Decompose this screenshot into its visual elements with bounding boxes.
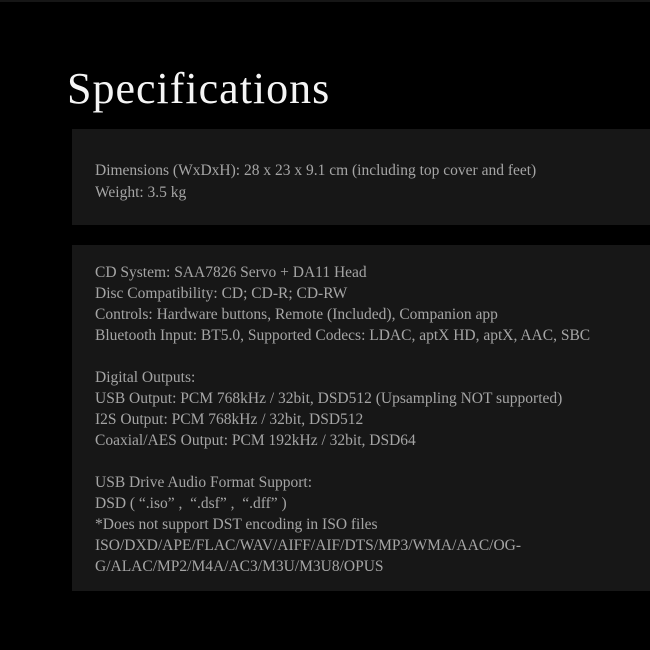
spec-line-blank — [95, 346, 638, 367]
spec-line-controls: Controls: Hardware buttons, Remote (Included), Companion app — [95, 306, 498, 323]
spec-line-formats-1: ISO/DXD/APE/FLAC/WAV/AIFF/AIF/DTS/MP3/WMA/AAC/OG- — [95, 537, 522, 554]
spec-line-formats-2: G/ALAC/MP2/M4A/AC3/M3U/M3U8/OPUS — [95, 558, 384, 575]
spec-line-blank — [95, 451, 638, 472]
spec-line-dimensions: Dimensions (WxDxH): 28 x 23 x 9.1 cm (including top cover and feet) — [95, 162, 537, 179]
spec-line-digital-outputs-heading: Digital Outputs: — [95, 369, 196, 386]
spec-line-usb-output: USB Output: PCM 768kHz / 32bit, DSD512 (Upsampling NOT supported) — [95, 390, 563, 407]
page-title: Specifications — [67, 64, 331, 113]
spec-line-usb-drive-heading: USB Drive Audio Format Support: — [95, 474, 313, 491]
spec-line-dst-note: *Does not support DST encoding in ISO files — [95, 516, 378, 533]
specs-panel — [72, 245, 650, 591]
top-edge-highlight — [0, 0, 650, 2]
spec-line-dsd-extensions: DSD ( “.iso” , “.dsf” , “.dff” ) — [95, 495, 287, 512]
spec-line-cd-system: CD System: SAA7826 Servo + DA11 Head — [95, 264, 367, 281]
dimensions-panel — [72, 129, 650, 225]
spec-line-i2s-output: I2S Output: PCM 768kHz / 32bit, DSD512 — [95, 411, 364, 428]
spec-line-bluetooth-input: Bluetooth Input: BT5.0, Supported Codecs: LDAC, aptX HD, aptX, AAC, SBC — [95, 327, 591, 344]
spec-line-coaxial-aes-output: Coaxial/AES Output: PCM 192kHz / 32bit, DSD64 — [95, 432, 416, 449]
spec-line-disc-compatibility: Disc Compatibility: CD; CD-R; CD-RW — [95, 285, 348, 302]
spec-line-weight: Weight: 3.5 kg — [95, 184, 187, 201]
